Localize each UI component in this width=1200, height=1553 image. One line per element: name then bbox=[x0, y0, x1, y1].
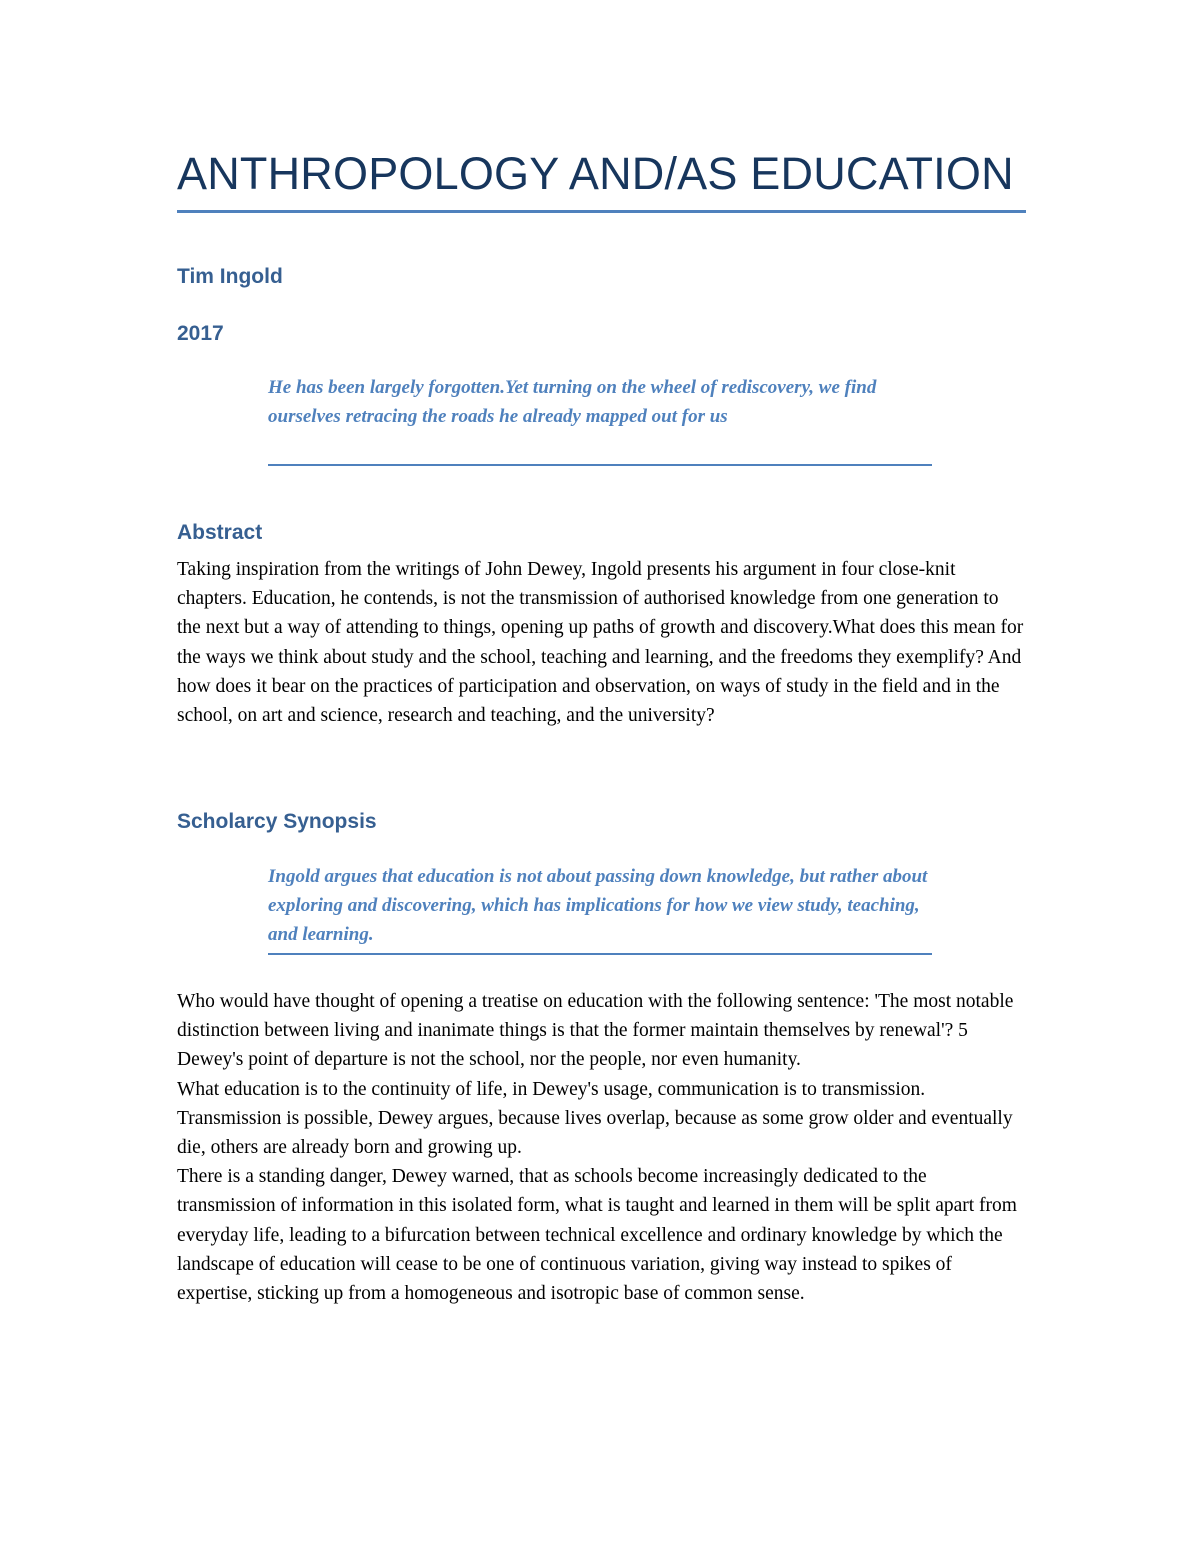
abstract-text: Taking inspiration from the writings of John Dewey, Ingold presents his argument in four close-knit chapters. Education, he contends, is not the transmission of authorised knowledge from one generation to the next but a way of attending to things, opening up paths of growth and discovery.What does this mean for the ways we think about study and the school, teaching and learning, and the freedoms they exemplify? And how does it bear on the practices of participation and observation, on ways of study in the field and in the school, on art and science, research and teaching, and the university? bbox=[177, 559, 1024, 727]
document-title: ANTHROPOLOGY AND/AS EDUCATION bbox=[177, 148, 1014, 199]
synopsis-quote: Ingold argues that education is not about passing down knowledge, but rather about exploring and discovering, which has implications for how we view study, teaching, and learning. bbox=[268, 866, 928, 945]
synopsis-paragraph: Transmission is possible, Dewey argues, because lives overlap, because as some grow older and eventually die, others are already born and growing up. bbox=[177, 1107, 1013, 1159]
synopsis-paragraph: There is a standing danger, Dewey warned, that as schools become increasingly dedicated to the transmission of information in this isolated form, what is taught and learned in them will be split apart from everyday life, leading to a bifurcation between technical excellence and ordinary knowledge by which the landscape of education will cease to be one of continuous variation, giving way instead to spikes of expertise, sticking up from a homogeneous and isotropic base of common sense. bbox=[177, 1166, 1017, 1305]
synopsis-heading: Scholarcy Synopsis bbox=[177, 810, 377, 833]
epigraph-quote: He has been largely forgotten.Yet turning on the wheel of rediscovery, we find ourselves retracing the roads he already mapped out for us bbox=[268, 377, 877, 427]
author-name: Tim Ingold bbox=[177, 265, 283, 288]
synopsis-paragraph: Who would have thought of opening a treatise on education with the following sentence: 'The most notable distinction between living and inanimate things is that the former maintain themselves by renewal'? 5 Dewey's point of departure is not the school, nor the people, nor even humanity. bbox=[177, 991, 1014, 1071]
synopsis-body bbox=[177, 987, 1027, 1308]
synopsis-paragraph: What education is to the continuity of life, in Dewey's usage, communication is to transmission. bbox=[177, 1078, 926, 1100]
synopsis-quote-underline bbox=[268, 953, 932, 955]
epigraph-underline bbox=[268, 464, 932, 466]
publication-year: 2017 bbox=[177, 322, 224, 345]
title-underline bbox=[177, 210, 1026, 213]
abstract-heading: Abstract bbox=[177, 521, 263, 544]
